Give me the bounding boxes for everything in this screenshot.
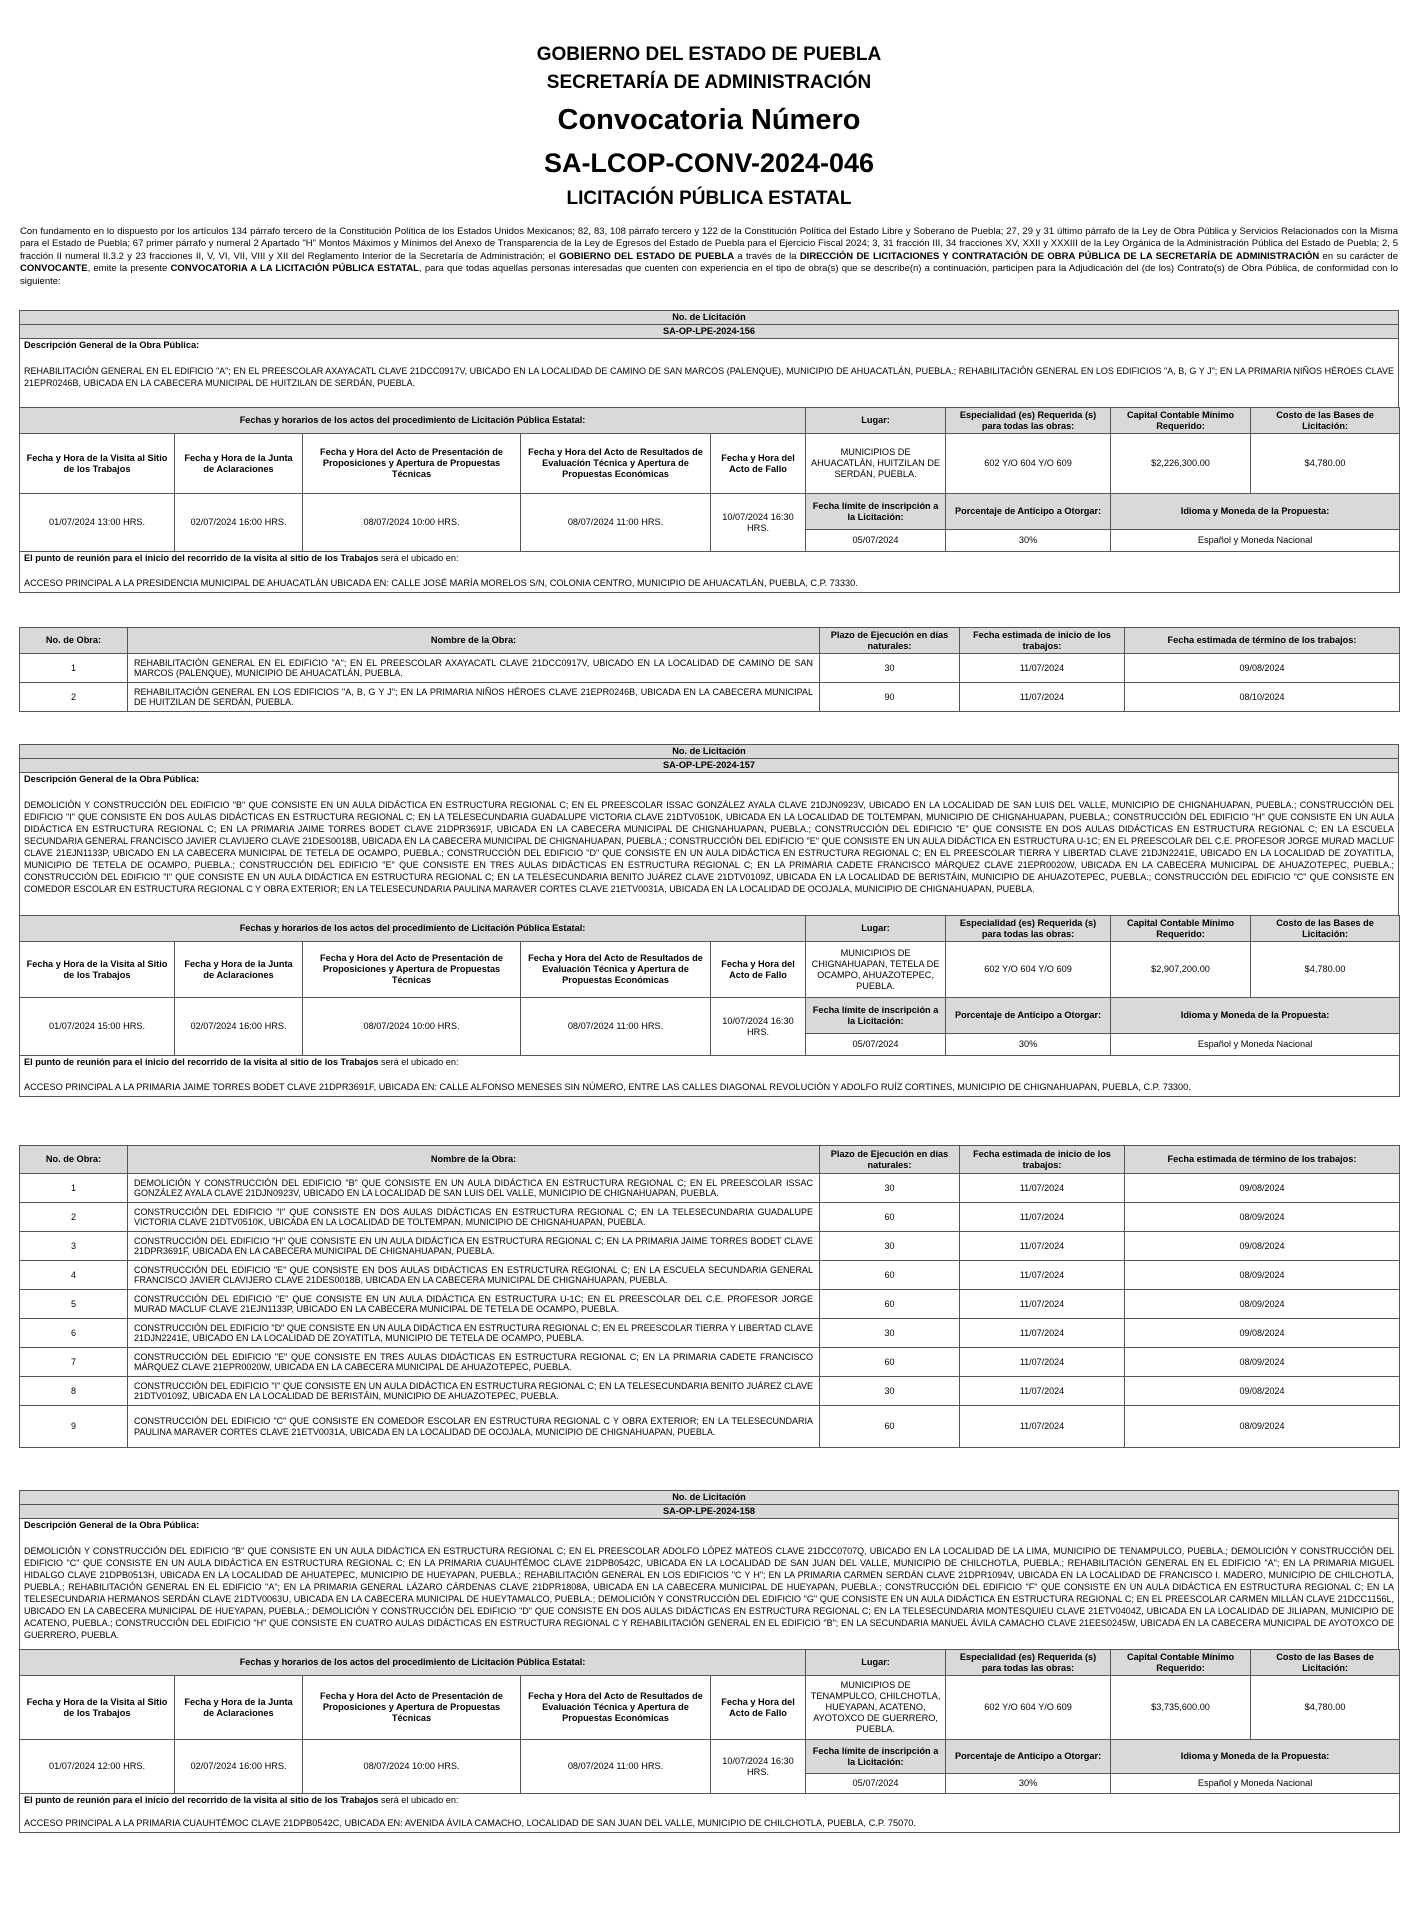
header-licitacion-type: LICITACIÓN PÚBLICA ESTATAL [566,188,852,209]
especialidad-label: Especialidad (es) Requerida (s) para todas las obras: [946,916,1111,942]
obra-no: 5 [20,1290,128,1319]
obra-no: 1 [20,1174,128,1203]
fechas-header: Fechas y horarios de los actos del procedimiento de Licitación Pública Estatal: [20,1650,806,1676]
fechas-header: Fechas y horarios de los actos del procedimiento de Licitación Pública Estatal: [20,916,806,942]
obra-termino: 09/08/2024 [1125,1232,1400,1261]
obra-inicio: 11/07/2024 [960,1232,1125,1261]
licitacion-158 [19,1490,1399,1833]
junta-value: 02/07/2024 16:00 HRS. [175,998,303,1056]
junta-value: 02/07/2024 16:00 HRS. [175,494,303,552]
punto-reunion: El punto de reunión para el inicio del recorrido de la visita al sitio de los Trabajos será el ubicado en: ACCESO PRINCIPAL A LA PRIMARIA JAIME TORRES BODET CLAVE 21DPR3691F, UBICADA EN: CALLE ALFONSO MENESES SIN NÚMERO, ENTRE LAS CALLES DIAGONAL REVOLUCIÓN Y ADOLFO RUÍZ CORTINES, MUNICIPIO DE CHIGNAHUAPAN, PUEBLA, C.P. 73300. [20,1056,1400,1097]
licitacion-number: SA-OP-LPE-2024-158 [20,1505,1399,1519]
fallo-value: 10/07/2024 16:30 HRS. [711,1740,806,1794]
table-row [20,1174,1400,1203]
intro-paragraph: Con fundamento en lo dispuesto por los artículos 134 párrafo tercero de la Constitución Política de los Estados Unidos Mexicanos; 82, 83, 108 párrafo tercero y 122 de la Constitución Política del Estado Libre y Soberano de Puebla; 27, 29 y 31 último párrafo de la Ley de Obra Pública y Servicios Relacionados con la Misma para el Estado de Puebla; 67 primer párrafo y numeral 2 Apartado "H" Montos Máximos y Mínimos del Anexo de Transparencia de la Ley de Egresos del Estado de Puebla para el Ejercicio Fiscal 2024; 3, 31 fracción III, 34 fracciones XV, XXII y XXXIII de la Ley Orgánica de la Administración Pública del Estado de Puebla; 2, 5 fracción II numeral II.3.2 y 23 fracciones II, V, VI, VII, VIII y XII del Reglamento Interior de la Secretaría de Administración; el GOBIERNO DEL ESTADO DE PUEBLA a través de la DIRECCIÓN DE LICITACIONES Y CONTRATACIÓN DE OBRA PÚBLICA DE LA SECRETARÍA DE ADMINISTRACIÓN en su carácter de CONVOCANTE, emite la presente CONVOCATORIA A LA LICITACIÓN PÚBLICA ESTATAL, para que todas aquellas personas interesadas que cuenten con experiencia en el tipo de obra(s) que se describe(n) a continuación, participen para la Adjudicación del (de los) Contrato(s) de Obra Pública, de conformidad con lo siguiente: [20,226,1399,287]
fallo-value: 10/07/2024 16:30 HRS. [711,998,806,1056]
header-government: GOBIERNO DEL ESTADO DE PUEBLA [536,44,882,65]
termino-label: Fecha estimada de término de los trabajos: [1125,1146,1400,1174]
presentacion-label: Fecha y Hora del Acto de Presentación de Proposiciones y Apertura de Propuestas Técnicas [303,1676,521,1740]
header-convocatoria-number: SA-LCOP-CONV-2024-046 [543,148,875,178]
especialidad-label: Especialidad (es) Requerida (s) para todas las obras: [946,408,1111,434]
anticipo-label: Porcentaje de Anticipo a Otorgar: [946,998,1111,1034]
obra-inicio: 11/07/2024 [960,1406,1125,1448]
description-cell [20,339,1399,408]
obra-inicio: 11/07/2024 [960,1290,1125,1319]
fallo-value: 10/07/2024 16:30 HRS. [711,494,806,552]
no-obra-label: No. de Obra: [20,628,128,654]
obra-no: 8 [20,1377,128,1406]
capital-value: $3,735,600.00 [1111,1676,1251,1740]
especialidad-label: Especialidad (es) Requerida (s) para todas las obras: [946,1650,1111,1676]
obra-inicio: 11/07/2024 [960,683,1125,712]
visita-label: Fecha y Hora de la Visita al Sitio de los Trabajos [20,434,175,494]
capital-label: Capital Contable Mínimo Requerido: [1111,1650,1251,1676]
header-convocatoria-label: Convocatoria Número [557,104,861,136]
table-row [20,1261,1400,1290]
fallo-label: Fecha y Hora del Acto de Fallo [711,434,806,494]
obra-nombre: DEMOLICIÓN Y CONSTRUCCIÓN DEL EDIFICIO "B" QUE CONSISTE EN UN AULA DIDÁCTICA EN ESTRUCTURA REGIONAL C; EN EL PREESCOLAR ISSAC GONZÁLEZ AYALA CLAVE 21DJN0923V, UBICADO EN LA LOCALIDAD DE SAN LUIS DEL VALLE, MUNICIPIO DE CHIGNAHUAPAN, PUEBLA. [128,1174,820,1203]
description-text: REHABILITACIÓN GENERAL EN EL EDIFICIO "A"; EN EL PREESCOLAR AXAYACATL CLAVE 21DCC0917V, UBICADO EN LA LOCALIDAD DE CAMINO DE SAN MARCOS (PALENQUE), MUNICIPIO DE AHUACATLÁN, PUEBLA.; REHABILITACIÓN GENERAL EN LOS EDIFICIOS "A, B, G Y J"; EN LA PRIMARIA NIÑOS HÉROES CLAVE 21EPR0246B, UBICADA EN LA CABECERA MUNICIPAL DE HUITZILAN DE SERDÁN, PUEBLA. [24,366,1394,388]
table-row [20,1348,1400,1377]
obra-nombre: CONSTRUCCIÓN DEL EDIFICIO "H" QUE CONSISTE EN UN AULA DIDÁCTICA EN ESTRUCTURA REGIONAL C; EN LA PRIMARIA JAIME TORRES BODET CLAVE 21DPR3691F, UBICADA EN LA CABECERA MUNICIPAL DE CHIGNAHUAPAN, PUEBLA. [128,1232,820,1261]
idioma-value: Español y Moneda Nacional [1111,530,1400,552]
obra-nombre: CONSTRUCCIÓN DEL EDIFICIO "I" QUE CONSISTE EN UN AULA DIDÁCTICA EN ESTRUCTURA REGIONAL C; EN LA TELESECUNDARIA BENITO JUÁREZ CLAVE 21DTV0109Z, UBICADA EN LA LOCALIDAD DE BERISTÁIN, MUNICIPIO DE AHUAZOTEPEC, PUEBLA. [128,1377,820,1406]
fallo-label: Fecha y Hora del Acto de Fallo [711,1676,806,1740]
licitacion-156 [19,310,1399,593]
obra-nombre: CONSTRUCCIÓN DEL EDIFICIO "E" QUE CONSISTE EN DOS AULAS DIDÁCTICAS EN ESTRUCTURA REGIONAL C; EN LA ESCUELA SECUNDARIA GENERAL FRANCISCO JAVIER CLAVIJERO CLAVE 21DES0018B, UBICADA EN LA CABECERA MUNICIPAL DE CHIGNAHUAPAN, PUEBLA. [128,1261,820,1290]
inicio-label: Fecha estimada de inicio de los trabajos: [960,628,1125,654]
licitacion-number: SA-OP-LPE-2024-156 [20,325,1399,339]
resultados-label: Fecha y Hora del Acto de Resultados de Evaluación Técnica y Apertura de Propuestas Económicas [521,434,711,494]
table-row [20,1290,1400,1319]
obra-termino: 08/09/2024 [1125,1290,1400,1319]
table-row [20,654,1400,683]
description-label: Descripción General de la Obra Pública: [24,340,200,350]
obra-nombre: CONSTRUCCIÓN DEL EDIFICIO "C" QUE CONSISTE EN COMEDOR ESCOLAR EN ESTRUCTURA REGIONAL C Y OBRA EXTERIOR; EN LA TELESECUNDARIA PAULINA MARAVER CORTES CLAVE 21ETV0031A, UBICADA EN LA LOCALIDAD DE OCOJALA, MUNICIPIO DE CHIGNAHUAPAN, PUEBLA. [128,1406,820,1448]
capital-label: Capital Contable Mínimo Requerido: [1111,916,1251,942]
obra-termino: 09/08/2024 [1125,654,1400,683]
obra-no: 9 [20,1406,128,1448]
capital-value: $2,907,200.00 [1111,942,1251,998]
nombre-obra-label: Nombre de la Obra: [128,1146,820,1174]
obra-nombre: REHABILITACIÓN GENERAL EN EL EDIFICIO "A"; EN EL PREESCOLAR AXAYACATL CLAVE 21DCC0917V, UBICADO EN LA LOCALIDAD DE CAMINO DE SAN MARCOS (PALENQUE), MUNICIPIO DE AHUACATLÁN, PUEBLA. [128,654,820,683]
table-row [20,1203,1400,1232]
resultados-value: 08/07/2024 11:00 HRS. [521,1740,711,1794]
resultados-label: Fecha y Hora del Acto de Resultados de Evaluación Técnica y Apertura de Propuestas Económicas [521,1676,711,1740]
costo-value: $4,780.00 [1251,434,1400,494]
no-licitacion-label: No. de Licitación [20,311,1399,325]
lugar-value: MUNICIPIOS DE TENAMPULCO, CHILCHOTLA, HUEYAPAN, ACATENO, AYOTOXCO DE GUERRERO, PUEBLA. [806,1676,946,1740]
anticipo-value: 30% [946,1774,1111,1794]
anticipo-label: Porcentaje de Anticipo a Otorgar: [946,494,1111,530]
idioma-label: Idioma y Moneda de la Propuesta: [1111,1740,1400,1774]
idioma-value: Español y Moneda Nacional [1111,1034,1400,1056]
limite-label: Fecha límite de inscripción a la Licitación: [806,494,946,530]
punto-reunion: El punto de reunión para el inicio del recorrido de la visita al sitio de los Trabajos será el ubicado en: ACCESO PRINCIPAL A LA PRESIDENCIA MUNICIPAL DE AHUACATLÁN UBICADA EN: CALLE JOSÉ MARÍA MORELOS S/N, COLONIA CENTRO, MUNICIPIO DE AHUACATLÁN, PUEBLA, C.P. 73330. [20,552,1400,593]
description-cell [20,1519,1399,1650]
visita-value: 01/07/2024 12:00 HRS. [20,1740,175,1794]
obra-plazo: 30 [820,1319,960,1348]
costo-value: $4,780.00 [1251,1676,1400,1740]
obra-inicio: 11/07/2024 [960,654,1125,683]
obra-no: 1 [20,654,128,683]
costo-value: $4,780.00 [1251,942,1400,998]
header-secretaria: SECRETARÍA DE ADMINISTRACIÓN [546,72,872,93]
punto-reunion: El punto de reunión para el inicio del recorrido de la visita al sitio de los Trabajos será el ubicado en: ACCESO PRINCIPAL A LA PRIMARIA CUAUHTÉMOC CLAVE 21DPB0542C, UBICADA EN: AVENIDA ÁVILA CAMACHO, LOCALIDAD DE SAN JUAN DEL VALLE, MUNICIPIO DE CHILCHOTLA, PUEBLA, C.P. 75070. [20,1794,1400,1833]
lugar-label: Lugar: [806,1650,946,1676]
obra-no: 4 [20,1261,128,1290]
obra-termino: 08/10/2024 [1125,683,1400,712]
description-label: Descripción General de la Obra Pública: [24,774,200,784]
limite-value: 05/07/2024 [806,530,946,552]
licitacion-number: SA-OP-LPE-2024-157 [20,759,1399,773]
obra-termino: 09/08/2024 [1125,1319,1400,1348]
table-row [20,683,1400,712]
anticipo-value: 30% [946,1034,1111,1056]
anticipo-label: Porcentaje de Anticipo a Otorgar: [946,1740,1111,1774]
obra-plazo: 60 [820,1290,960,1319]
obra-inicio: 11/07/2024 [960,1174,1125,1203]
plazo-label: Plazo de Ejecución en días naturales: [820,1146,960,1174]
lugar-value: MUNICIPIOS DE AHUACATLÁN, HUITZILAN DE SERDÁN, PUEBLA. [806,434,946,494]
visita-label: Fecha y Hora de la Visita al Sitio de los Trabajos [20,942,175,998]
limite-value: 05/07/2024 [806,1774,946,1794]
obra-plazo: 30 [820,1174,960,1203]
description-cell [20,773,1399,916]
obra-inicio: 11/07/2024 [960,1261,1125,1290]
lugar-label: Lugar: [806,916,946,942]
termino-label: Fecha estimada de término de los trabajos: [1125,628,1400,654]
capital-value: $2,226,300.00 [1111,434,1251,494]
description-text: DEMOLICIÓN Y CONSTRUCCIÓN DEL EDIFICIO "B" QUE CONSISTE EN UN AULA DIDÁCTICA EN ESTRUCTURA REGIONAL C; EN EL PREESCOLAR ISSAC GONZÁLEZ AYALA CLAVE 21DJN0923V, UBICADO EN LA LOCALIDAD DE SAN LUIS DEL VALLE, MUNICIPIO DE CHIGNAHUAPAN, PUEBLA.; CONSTRUCCIÓN DEL EDIFICIO "I" QUE CONSISTE EN DOS AULAS DIDÁCTICAS EN ESTRUCTURA REGIONAL C; EN LA TELESECUNDARIA GUADALUPE VICTORIA CLAVE 21DTV0510K, UBICADA EN LA LOCALIDAD DE TOLTEMPAN, MUNICIPIO DE CHIGNAHUAPAN, PUEBLA.; CONSTRUCCIÓN DEL EDIFICIO "H" QUE CONSISTE EN UN AULA DIDÁCTICA EN ESTRUCTURA REGIONAL C; EN LA PRIMARIA JAIME TORRES BODET CLAVE 21DPR3691F, UBICADA EN LA CABECERA MUNICIPAL DE CHIGNAHUAPAN, PUEBLA.; CONSTRUCCIÓN DEL EDIFICIO "E" QUE CONSISTE EN DOS AULAS DIDÁCTICAS EN ESTRUCTURA REGIONAL C; EN LA ESCUELA SECUNDARIA GENERAL FRANCISCO JAVIER CLAVIJERO CLAVE 21DES0018B, UBICADA EN LA CABECERA MUNICIPAL DE CHIGNAHUAPAN, PUEBLA.; CONSTRUCCIÓN DEL EDIFICIO "E" QUE CONSISTE EN UN AULA DIDÁCTICA EN ESTRUCTURA U-1C; EN EL PREESCOLAR DEL C.E. PROFESOR JORGE MURAD MACLUF CLAVE 21EJN1133P, UBICADO EN LA CABECERA MUNICIPAL DE TETELA DE OCAMPO, PUEBLA.; CONSTRUCCIÓN DEL EDIFICIO "D" QUE CONSISTE EN UN AULA DIDÁCTICA EN ESTRUCTURA REGIONAL C; EN EL PREESCOLAR TIERRA Y LIBERTAD CLAVE 21DJN2241E, UBICADO EN LA LOCALIDAD DE ZOYATITLA, MUNICIPIO DE TETELA DE OCAMPO, PUEBLA.; CONSTRUCCIÓN DEL EDIFICIO "E" QUE CONSISTE EN TRES AULAS DIDÁCTICAS EN ESTRUCTURA REGIONAL C; EN LA PRIMARIA CADETE FRANCISCO MÁRQUEZ CLAVE 21EPR0020W, UBICADA EN LA CABECERA MUNICIPAL DE AHUAZOTEPEC, PUEBLA.; CONSTRUCCIÓN DEL EDIFICIO "I" QUE CONSISTE EN UN AULA DIDÁCTICA EN ESTRUCTURA REGIONAL C; EN LA TELESECUNDARIA BENITO JUÁREZ CLAVE 21DTV0109Z, UBICADA EN LA LOCALIDAD DE BERISTÁIN, MUNICIPIO DE AHUAZOTEPEC, PUEBLA.; CONSTRUCCIÓN DEL EDIFICIO "C" QUE CONSISTE EN COMEDOR ESCOLAR EN ESTRUCTURA REGIONAL C Y OBRA EXTERIOR; EN LA TELESECUNDARIA PAULINA MARAVER CORTES CLAVE 21ETV0031A, UBICADA EN LA LOCALIDAD DE OCOJALA, MUNICIPIO DE CHIGNAHUAPAN, PUEBLA. [24,800,1394,894]
no-obra-label: No. de Obra: [20,1146,128,1174]
obra-termino: 08/09/2024 [1125,1406,1400,1448]
junta-value: 02/07/2024 16:00 HRS. [175,1740,303,1794]
limite-label: Fecha límite de inscripción a la Licitación: [806,1740,946,1774]
obra-no: 3 [20,1232,128,1261]
obra-plazo: 30 [820,1377,960,1406]
obra-plazo: 60 [820,1261,960,1290]
costo-label: Costo de las Bases de Licitación: [1251,408,1400,434]
table-row [20,1406,1400,1448]
description-text: DEMOLICIÓN Y CONSTRUCCIÓN DEL EDIFICIO "B" QUE CONSISTE EN UN AULA DIDÁCTICA EN ESTRUCTURA REGIONAL C; EN EL PREESCOLAR ADOLFO LÓPEZ MATEOS CLAVE 21DCC0707Q, UBICADO EN LA LOCALIDAD DE LA LIMA, MUNICIPIO DE TENAMPULCO, PUEBLA.; DEMOLICIÓN Y CONSTRUCCIÓN DEL EDIFICIO "C" QUE CONSISTE EN UN AULA DIDÁCTICA EN ESTRUCTURA REGIONAL C; EN LA PRIMARIA CUAUHTÉMOC CLAVE 21DPB0542C, UBICADA EN LA LOCALIDAD DE SAN JUAN DEL VALLE, MUNICIPIO DE CHILCHOTLA, PUEBLA.; REHABILITACIÓN GENERAL EN EL EDIFICIO "A"; EN LA PRIMARIA MIGUEL HIDALGO CLAVE 21DPB0513H, UBICADA EN LA LOCALIDAD DE AHUATEPEC, MUNICIPIO DE HUEYAPAN, PUEBLA.; REHABILITACIÓN GENERAL EN LOS EDIFICIOS "C Y H"; EN LA PRIMARIA CARMEN SERDÁN CLAVE 21DPR1094V, UBICADA EN LA LOCALIDAD DE FRANCISCO I. MADERO, MUNICIPIO DE CHILCHOTLA, PUEBLA.; REHABILITACIÓN GENERAL EN EL EDIFICIO "A"; EN LA PRIMARIA GENERAL LÁZARO CÁRDENAS CLAVE 21DPR1808A, UBICADA EN LA CABECERA MUNICIPAL DE HUEYAPAN, PUEBLA.; CONSTRUCCIÓN DEL EDIFICIO "F" QUE CONSISTE EN UN AULA DIDÁCTICA EN ESTRUCTURA REGIONAL C; EN LA TELESECUNDARIA HERMANOS SERDÁN CLAVE 21DTV0063U, UBICADA EN LA CABECERA MUNICIPAL DE HUEYTAMALCO, PUEBLA.; DEMOLICIÓN Y CONSTRUCCIÓN DEL EDIFICIO "G" QUE CONSISTE EN UN AULA DIDÁCTICA EN ESTRUCTURA REGIONAL C; EN EL PREESCOLAR CARMEN MILLÁN CLAVE 21DCC1156L, UBICADO EN LA CABECERA MUNICIPAL DE HUEYAPAN, PUEBLA.; DEMOLICIÓN Y CONSTRUCCIÓN DEL EDIFICIO "D" QUE CONSISTE EN DOS AULAS DIDÁCTICAS EN ESTRUCTURA REGIONAL C; EN LA TELESECUNDARIA MONTESQUIEU CLAVE 21ETV0404Z, UBICADA EN LA LOCALIDAD DE JILIAPAN, MUNICIPIO DE ACATENO, PUEBLA.; CONSTRUCCIÓN DEL EDIFICIO "H" QUE CONSISTE EN CUATRO AULAS DIDÁCTICAS EN ESTRUCTURA REGIONAL C Y REHABILITACIÓN GENERAL EN EL EDIFICIO "B"; EN LA SECUNDARIA MANUEL ÁVILA CAMACHO CLAVE 21EES0245W, UBICADA EN LA CABECERA MUNICIPAL DE AYOTOXCO DE GUERRERO, PUEBLA. [24,1546,1394,1640]
licitacion-157 [19,744,1399,1097]
idioma-label: Idioma y Moneda de la Propuesta: [1111,494,1400,530]
obra-termino: 08/09/2024 [1125,1203,1400,1232]
inicio-label: Fecha estimada de inicio de los trabajos: [960,1146,1125,1174]
obra-nombre: CONSTRUCCIÓN DEL EDIFICIO "I" QUE CONSISTE EN DOS AULAS DIDÁCTICAS EN ESTRUCTURA REGIONAL C; EN LA TELESECUNDARIA GUADALUPE VICTORIA CLAVE 21DTV0510K, UBICADA EN LA LOCALIDAD DE TOLTEMPAN, MUNICIPIO DE CHIGNAHUAPAN, PUEBLA. [128,1203,820,1232]
obra-termino: 08/09/2024 [1125,1348,1400,1377]
presentacion-value: 08/07/2024 10:00 HRS. [303,998,521,1056]
obra-termino: 08/09/2024 [1125,1261,1400,1290]
idioma-label: Idioma y Moneda de la Propuesta: [1111,998,1400,1034]
especialidad-value: 602 Y/O 604 Y/O 609 [946,434,1111,494]
obra-termino: 09/08/2024 [1125,1174,1400,1203]
limite-value: 05/07/2024 [806,1034,946,1056]
obra-plazo: 30 [820,654,960,683]
capital-label: Capital Contable Mínimo Requerido: [1111,408,1251,434]
obra-plazo: 60 [820,1203,960,1232]
obra-termino: 09/08/2024 [1125,1377,1400,1406]
obra-no: 6 [20,1319,128,1348]
no-licitacion-label: No. de Licitación [20,1491,1399,1505]
obra-no: 7 [20,1348,128,1377]
junta-label: Fecha y Hora de la Junta de Aclaraciones [175,1676,303,1740]
costo-label: Costo de las Bases de Licitación: [1251,1650,1400,1676]
fechas-header: Fechas y horarios de los actos del procedimiento de Licitación Pública Estatal: [20,408,806,434]
presentacion-value: 08/07/2024 10:00 HRS. [303,1740,521,1794]
obra-plazo: 60 [820,1406,960,1448]
idioma-value: Español y Moneda Nacional [1111,1774,1400,1794]
obra-no: 2 [20,1203,128,1232]
obra-nombre: REHABILITACIÓN GENERAL EN LOS EDIFICIOS "A, B, G Y J"; EN LA PRIMARIA NIÑOS HÉROES CLAVE 21EPR0246B, UBICADA EN LA CABECERA MUNICIPAL DE HUITZILAN DE SERDÁN, PUEBLA. [128,683,820,712]
obra-no: 2 [20,683,128,712]
junta-label: Fecha y Hora de la Junta de Aclaraciones [175,434,303,494]
resultados-value: 08/07/2024 11:00 HRS. [521,998,711,1056]
lugar-value: MUNICIPIOS DE CHIGNAHUAPAN, TETELA DE OCAMPO, AHUAZOTEPEC, PUEBLA. [806,942,946,998]
obra-inicio: 11/07/2024 [960,1203,1125,1232]
anticipo-value: 30% [946,530,1111,552]
obras-table-157 [19,1145,1399,1448]
presentacion-label: Fecha y Hora del Acto de Presentación de Proposiciones y Apertura de Propuestas Técnicas [303,434,521,494]
especialidad-value: 602 Y/O 604 Y/O 609 [946,1676,1111,1740]
obra-inicio: 11/07/2024 [960,1319,1125,1348]
presentacion-value: 08/07/2024 10:00 HRS. [303,494,521,552]
especialidad-value: 602 Y/O 604 Y/O 609 [946,942,1111,998]
presentacion-label: Fecha y Hora del Acto de Presentación de Proposiciones y Apertura de Propuestas Técnicas [303,942,521,998]
junta-label: Fecha y Hora de la Junta de Aclaraciones [175,942,303,998]
obra-nombre: CONSTRUCCIÓN DEL EDIFICIO "E" QUE CONSISTE EN TRES AULAS DIDÁCTICAS EN ESTRUCTURA REGIONAL C; EN LA PRIMARIA CADETE FRANCISCO MÁRQUEZ CLAVE 21EPR0020W, UBICADA EN LA CABECERA MUNICIPAL DE AHUAZOTEPEC, PUEBLA. [128,1348,820,1377]
obra-nombre: CONSTRUCCIÓN DEL EDIFICIO "E" QUE CONSISTE EN UN AULA DIDÁCTICA EN ESTRUCTURA U-1C; EN EL PREESCOLAR DEL C.E. PROFESOR JORGE MURAD MACLUF CLAVE 21EJN1133P, UBICADO EN LA CABECERA MUNICIPAL DE TETELA DE OCAMPO, PUEBLA. [128,1290,820,1319]
limite-label: Fecha límite de inscripción a la Licitación: [806,998,946,1034]
obra-inicio: 11/07/2024 [960,1348,1125,1377]
resultados-label: Fecha y Hora del Acto de Resultados de Evaluación Técnica y Apertura de Propuestas Económicas [521,942,711,998]
obra-plazo: 30 [820,1232,960,1261]
obra-plazo: 60 [820,1348,960,1377]
obra-inicio: 11/07/2024 [960,1377,1125,1406]
table-row [20,1319,1400,1348]
fallo-label: Fecha y Hora del Acto de Fallo [711,942,806,998]
no-licitacion-label: No. de Licitación [20,745,1399,759]
nombre-obra-label: Nombre de la Obra: [128,628,820,654]
description-label: Descripción General de la Obra Pública: [24,1520,200,1530]
table-row [20,1377,1400,1406]
visita-value: 01/07/2024 15:00 HRS. [20,998,175,1056]
lugar-label: Lugar: [806,408,946,434]
table-row [20,1232,1400,1261]
plazo-label: Plazo de Ejecución en días naturales: [820,628,960,654]
costo-label: Costo de las Bases de Licitación: [1251,916,1400,942]
resultados-value: 08/07/2024 11:00 HRS. [521,494,711,552]
obra-nombre: CONSTRUCCIÓN DEL EDIFICIO "D" QUE CONSISTE EN UN AULA DIDÁCTICA EN ESTRUCTURA REGIONAL C; EN EL PREESCOLAR TIERRA Y LIBERTAD CLAVE 21DJN2241E, UBICADO EN LA LOCALIDAD DE ZOYATITLA, MUNICIPIO DE TETELA DE OCAMPO, PUEBLA. [128,1319,820,1348]
visita-label: Fecha y Hora de la Visita al Sitio de los Trabajos [20,1676,175,1740]
obra-plazo: 90 [820,683,960,712]
obras-table-156 [19,627,1399,712]
visita-value: 01/07/2024 13:00 HRS. [20,494,175,552]
